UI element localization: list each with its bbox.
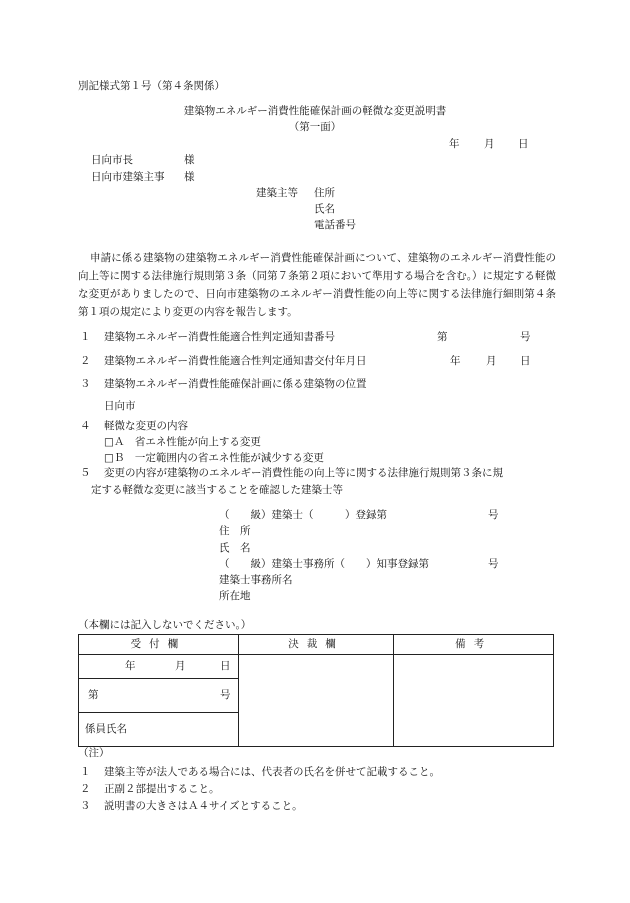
date-year-label: 年 — [449, 138, 460, 150]
reception-month-label: 月 — [175, 660, 186, 672]
item-number: ５ — [80, 467, 91, 479]
approval-cell[interactable] — [238, 655, 394, 747]
approval-header: 決裁欄 — [238, 635, 394, 655]
item-label: 建築物エネルギー消費性能適合性判定通知書番号 — [104, 331, 335, 343]
remarks-cell[interactable] — [394, 655, 554, 747]
architect-office-suffix: 号 — [488, 558, 499, 570]
date-month-label: 月 — [486, 355, 497, 367]
staff-name-cell[interactable] — [79, 713, 239, 747]
architect-address-label: 住 所 — [219, 525, 251, 537]
architect-office: （ 級）建築士事務所（ ）知事登録第 — [219, 558, 429, 570]
item-number: ３ — [80, 378, 91, 390]
office-use-table — [78, 634, 554, 747]
reception-date-cell[interactable] — [79, 655, 239, 679]
body-paragraph: 申請に係る建築物の建築物エネルギー消費性能確保計画について、建築物のエネルギー消費性能の向上等に関する法律施行規則第３条（同第７条第２項において準用する場合を含む。）に規定する軽微な変更がありましたので、日向市建築物のエネルギー消費性能の向上等に関する法律施行細則第４条第１項の規定により変更の内容を報告します。 — [78, 252, 556, 318]
architect-office-location-label: 所在地 — [219, 590, 251, 602]
reception-number-prefix: 第 — [88, 689, 99, 701]
note-text: 建築主等が法人である場合には、代表者の氏名を併せて記載すること。 — [104, 766, 440, 778]
addressee-mayor-honorific: 様 — [184, 154, 195, 166]
reception-day-label: 日 — [220, 660, 231, 672]
date-month-label: 月 — [484, 138, 495, 150]
architect-name-label: 氏 名 — [219, 542, 251, 554]
document-subtitle: （第一面） — [288, 121, 342, 133]
note-text: 説明書の大きさはＡ４サイズとすること。 — [104, 800, 303, 812]
architect-qualification-suffix: 号 — [488, 509, 499, 521]
addressee-building-official-honorific: 様 — [184, 171, 195, 183]
option-a-checkbox[interactable]: □Ａ 省エネ性能が向上する変更 — [104, 436, 261, 448]
number-prefix: 第 — [437, 331, 448, 343]
document-title: 建築物エネルギー消費性能確保計画の軽微な変更説明書 — [183, 105, 447, 117]
reception-year-label: 年 — [125, 660, 136, 672]
item-label-line2: 定する軽微な変更に該当することを確認した建築士等 — [91, 484, 343, 496]
addressee-mayor: 日向市長 — [91, 154, 133, 166]
number-suffix: 号 — [520, 331, 531, 343]
date-day-label: 日 — [518, 138, 529, 150]
applicant-name-label: 氏名 — [314, 203, 335, 215]
architect-qualification: （ 級）建築士（ ）登録第 — [219, 509, 387, 521]
form-number: 別記様式第１号（第４条関係） — [78, 80, 225, 92]
item-number: ４ — [80, 420, 91, 432]
location-value: 日向市 — [104, 400, 136, 412]
office-use-note: （本欄には記入しないでください。） — [78, 619, 252, 631]
item-label: 建築物エネルギー消費性能適合性判定通知書交付年月日 — [104, 355, 367, 367]
reception-number-cell[interactable] — [79, 679, 239, 713]
date-day-label: 日 — [520, 355, 531, 367]
notes-heading: （注） — [78, 747, 110, 759]
note-number: ３ — [80, 800, 91, 812]
staff-name-label: 係員氏名 — [85, 723, 127, 736]
item-number: １ — [80, 331, 91, 343]
addressee-building-official: 日向市建築主事 — [91, 171, 165, 183]
item-label-line1: 変更の内容が建築物のエネルギー消費性能の向上等に関する法律施行規則第３条に規 — [104, 467, 503, 479]
reception-number-suffix: 号 — [220, 689, 231, 701]
option-b-checkbox[interactable]: □Ｂ 一定範囲内の省エネ性能が減少する変更 — [104, 452, 324, 464]
note-number: １ — [80, 766, 91, 778]
architect-office-name-label: 建築士事務所名 — [219, 574, 293, 586]
note-number: ２ — [80, 783, 91, 795]
applicant-address-label: 住所 — [314, 187, 335, 199]
remarks-header: 備考 — [394, 635, 554, 655]
item-label: 建築物エネルギー消費性能確保計画に係る建築物の位置 — [104, 378, 367, 390]
item-number: ２ — [80, 355, 91, 367]
item-label: 軽微な変更の内容 — [104, 420, 188, 432]
applicant-label: 建築主等 — [256, 187, 298, 199]
date-year-label: 年 — [450, 355, 461, 367]
reception-header: 受付欄 — [79, 635, 239, 655]
note-text: 正副２部提出すること。 — [104, 783, 220, 795]
applicant-phone-label: 電話番号 — [314, 219, 356, 231]
